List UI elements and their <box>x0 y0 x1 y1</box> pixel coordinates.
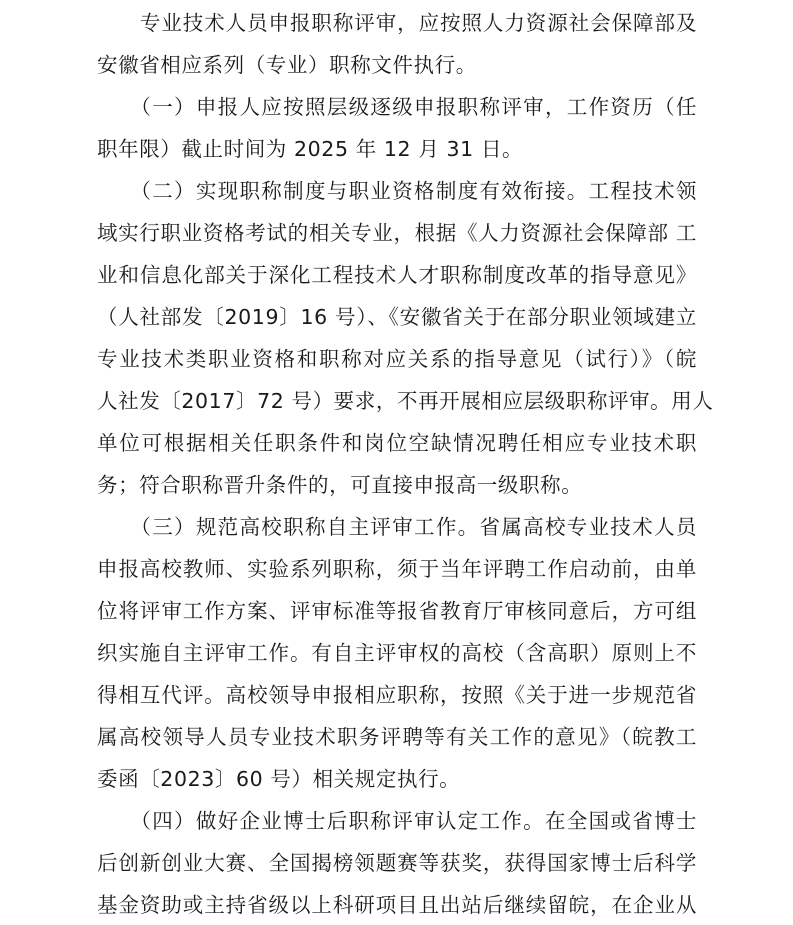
text-line: 人社发〔2017〕72 号）要求，不再开展相应层级职称评审。用人 <box>97 389 714 413</box>
text-line: 务；符合职称晋升条件的，可直接申报高一级职称。 <box>97 473 583 497</box>
text-line: 属高校领导人员专业技术职务评聘等有关工作的意见》（皖教工 <box>97 725 697 749</box>
text-line: （二）实现职称制度与职业资格制度有效衔接。工程技术领 <box>97 179 697 203</box>
text-line: （人社部发〔2019〕16 号）、《安徽省关于在部分职业领域建立 <box>97 305 697 329</box>
text-line: 业和信息化部关于深化工程技术人才职称制度改革的指导意见》 <box>97 263 697 287</box>
text-line: 安徽省相应系列（专业）职称文件执行。 <box>97 53 477 77</box>
text-line: （四）做好企业博士后职称评审认定工作。在全国或省博士 <box>97 809 697 833</box>
text-line: 后创新创业大赛、全国揭榜领题赛等获奖，获得国家博士后科学 <box>97 851 697 875</box>
text-line: 基金资助或主持省级以上科研项目且出站后继续留皖，在企业从 <box>97 893 697 917</box>
text-line: 位将评审工作方案、评审标准等报省教育厅审核同意后，方可组 <box>97 599 697 623</box>
text-line: 委函〔2023〕60 号）相关规定执行。 <box>97 767 461 791</box>
text-line: 申报高校教师、实验系列职称，须于当年评聘工作启动前，由单 <box>97 557 697 581</box>
text-line: （一）申报人应按照层级逐级申报职称评审，工作资历（任 <box>97 95 697 119</box>
text-line: 域实行职业资格考试的相关专业，根据《人力资源社会保障部 工 <box>97 221 697 245</box>
text-line: 织实施自主评审工作。有自主评审权的高校（含高职）原则上不 <box>97 641 697 665</box>
text-line: （三）规范高校职称自主评审工作。省属高校专业技术人员 <box>97 515 697 539</box>
text-line: 专业技术人员申报职称评审，应按照人力资源社会保障部及 <box>97 11 697 35</box>
text-line: 单位可根据相关任职条件和岗位空缺情况聘任相应专业技术职 <box>97 431 697 455</box>
text-line: 职年限）截止时间为 2025 年 12 月 31 日。 <box>97 137 524 161</box>
text-line: 专业技术类职业资格和职称对应关系的指导意见（试行）》（皖 <box>97 347 697 371</box>
text-line: 得相互代评。高校领导申报相应职称，按照《关于进一步规范省 <box>97 683 697 707</box>
